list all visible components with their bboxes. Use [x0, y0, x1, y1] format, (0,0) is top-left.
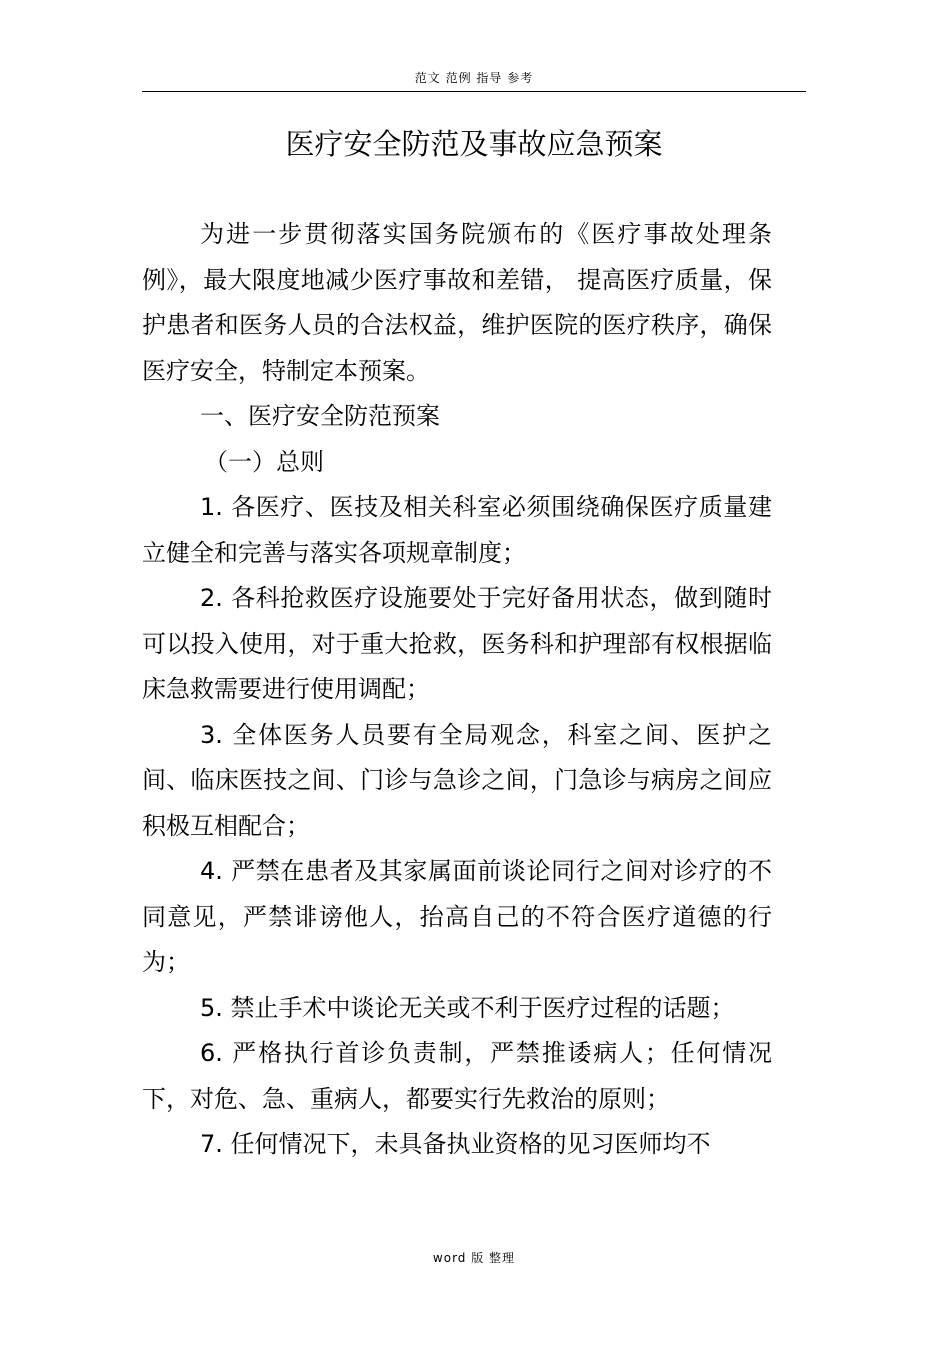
page-footer: word 版 整理 [432, 1251, 516, 1265]
list-item-6: 6. 严格执行首诊负责制，严禁推诿病人；任何情况下，对危、急、重病人，都要实行先救治的原则； [142, 1039, 772, 1113]
header-divider [142, 91, 806, 92]
paragraph-intro: 为进一步贯彻落实国务院颁布的《医疗事故处理条例》，最大限度地减少医疗事故和差错， 提高医疗质量，保护患者和医务人员的合法权益，维护医院的医疗秩序，确保医疗安全，特制定本预案。 [142, 220, 772, 385]
list-item-7: 7. 任何情况下，未具备执业资格的见习医师均不 [200, 1130, 711, 1158]
section-heading-1: 一、医疗安全防范预案 [200, 402, 440, 430]
document-title: 医疗安全防范及事故应急预案 [285, 127, 663, 161]
list-item-1: 1. 各医疗、医技及相关科室必须围绕确保医疗质量建立健全和完善与落实各项规章制度； [142, 493, 772, 567]
page-header: 范文 范例 指导 参考 [414, 71, 534, 85]
list-item-4: 4. 严禁在患者及其家属面前谈论同行之间对诊疗的不同意见，严禁诽谤他人，抬高自己的不符合医疗道德的行为； [142, 857, 772, 976]
list-item-3: 3. 全体医务人员要有全局观念，科室之间、医护之间、临床医技之间、门诊与急诊之间，门急诊与病房之间应积极互相配合； [142, 720, 772, 840]
document-body [142, 212, 772, 1168]
subsection-heading-general: （一）总则 [204, 447, 324, 476]
list-item-2: 2. 各科抢救医疗设施要处于完好备用状态，做到随时可以投入使用，对于重大抢救，医务科和护理部有权根据临床急救需要进行使用调配； [142, 584, 772, 703]
list-item-5: 5. 禁止手术中谈论无关或不利于医疗过程的话题； [200, 993, 735, 1022]
